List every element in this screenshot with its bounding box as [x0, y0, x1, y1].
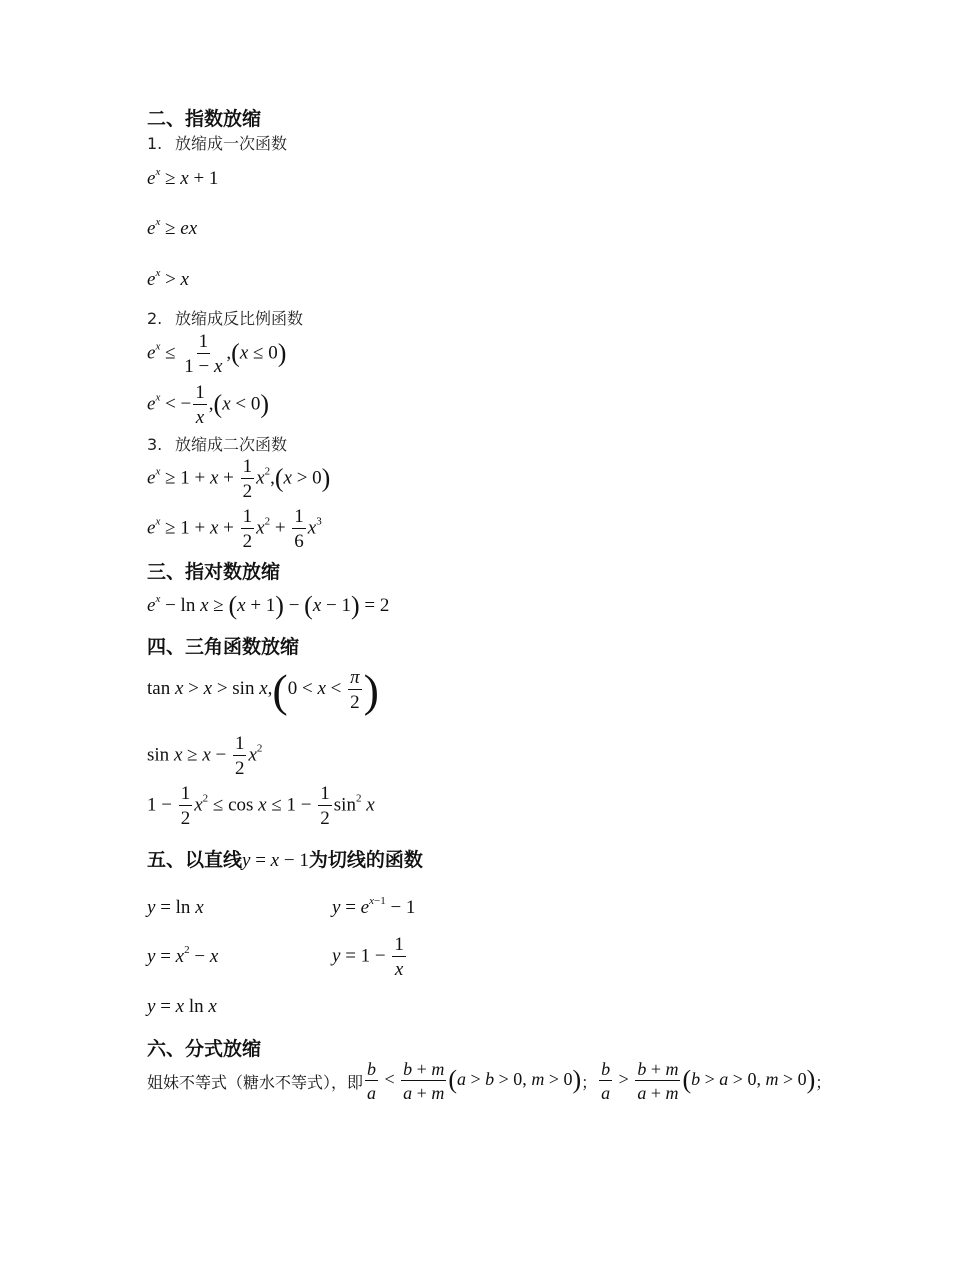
formula-f9: tan x > x > sin x,(0 < x < $\frac{\pi}{2}$ ) [147, 665, 379, 716]
formula-f16: y = x ln x [147, 996, 217, 1017]
subheading-text: 放缩成反比例函数 [175, 309, 304, 328]
sister-inequality-text: 姐妹不等式（糖水不等式），即 [147, 1072, 364, 1092]
subheading-linear [147, 131, 287, 154]
heading-text-pre: 五、以直线 [147, 849, 243, 871]
subheading-number: 2. [147, 309, 163, 328]
end-semicolon: ； [815, 1072, 832, 1092]
formula-f2: $e^x$ ≥ ex [147, 216, 198, 239]
section-heading-fraction: 六、分式放缩 [147, 1038, 262, 1060]
formula-f18: $\frac{b}{a}$ > $\frac{b + m}{a + m}$ (b > a > 0, m > 0) [601, 1059, 816, 1103]
formula-f12: y = ln x [147, 897, 204, 918]
section-heading-exponent: 二、指数放缩 [147, 108, 262, 130]
formula-f8: $e^x - \ln x \ge (x + 1) - (x - 1) = 2$ [147, 591, 390, 620]
subheading-number: 1. [147, 134, 163, 153]
formula-f13: $y = e^{x-1} - 1$ [332, 895, 416, 918]
heading-text-post: 为切线的函数 [308, 849, 423, 871]
subheading-number: 3. [147, 435, 163, 454]
separator-semicolon: ； [581, 1072, 598, 1092]
formula-f17: $\frac{b}{a}$ < $\frac{b + m}{a + m}$ (a > b > 0, m > 0) [367, 1059, 582, 1103]
section-heading-exp-log: 三、指对数放缩 [147, 561, 281, 583]
formula-f3: $e^x > x$ [147, 267, 189, 290]
formula-f14: $y = x^2 - x$ [147, 944, 219, 967]
formula-f7: $e^x \ge 1 + x$ + $\frac{1}{2}$ $x^2$ + $\frac{1}{6}$ $x^3$ [147, 506, 322, 552]
subheading-quadratic [147, 432, 287, 455]
formula-f10: sin x ≥ x − $\frac{1}{2}$ $x^2$ [147, 733, 263, 779]
subheading-text: 放缩成一次函数 [175, 134, 288, 153]
section-heading-trig: 四、三角函数放缩 [147, 636, 300, 658]
sister-inequality-line [147, 1060, 831, 1102]
formula-f11: 1 − $\frac{1}{2}$ $x^2 \le \cos x \le 1$ − $\frac{1}{2}$ $\sin^2 x$ [147, 783, 375, 829]
formula-f1: $e^x \ge x + 1$ [147, 166, 219, 189]
subheading-text: 放缩成二次函数 [175, 435, 288, 454]
subheading-reciprocal [147, 306, 303, 329]
formula-f4: $e^x$ ≤ $\frac{1}{1 - x}$ ,(x ≤ 0) [147, 331, 287, 377]
section-heading-tangent [147, 845, 423, 872]
heading-math: y = x − 1 [242, 850, 309, 871]
formula-f6: $e^x \ge 1 + x$ + $\frac{1}{2}$ $x^2,(x > 0)$ [147, 456, 331, 502]
formula-f5: $e^x$ < − $\frac{1}{x}$ ,(x < 0) [147, 382, 270, 428]
formula-f15: y = 1 − $\frac{1}{x}$ [332, 934, 404, 980]
